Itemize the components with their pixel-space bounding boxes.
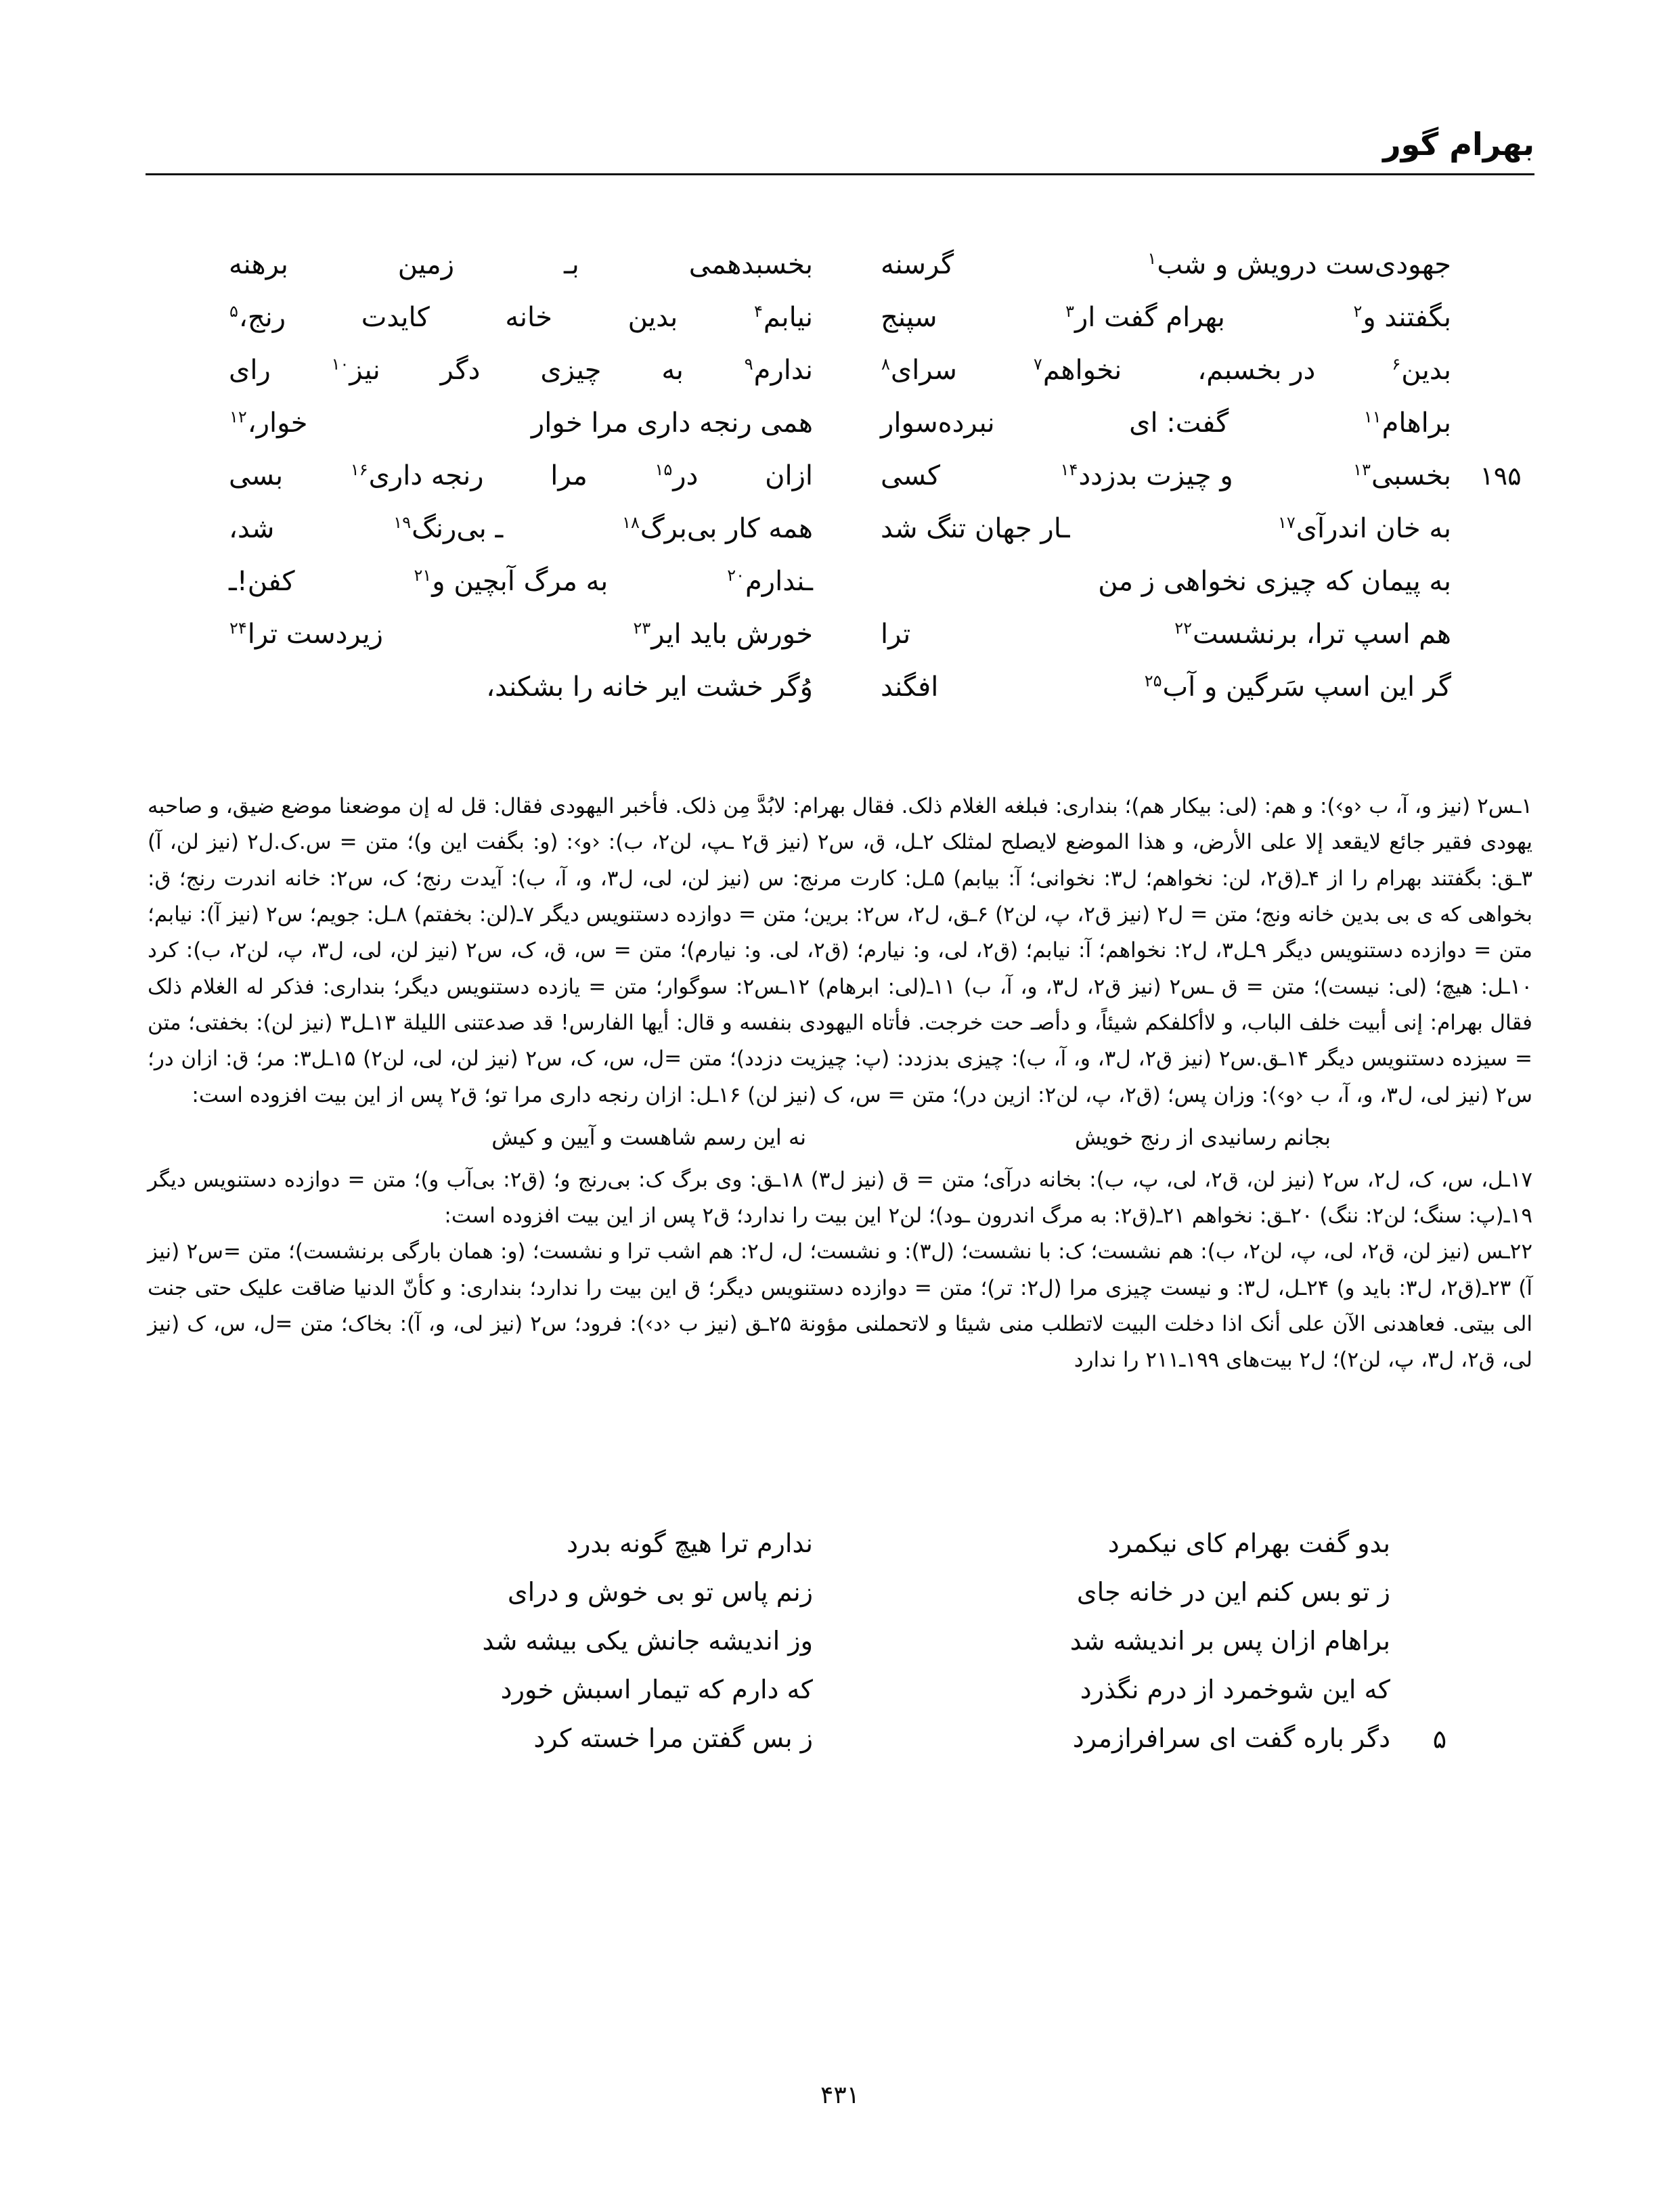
hemistich-left [223,407,840,439]
verse-block-main [223,238,1522,713]
hemistich-left [223,302,840,333]
hemistich-right [840,671,1457,703]
verse-word: بدین [627,302,678,333]
verse-word: سرای$^۸$ [881,354,957,386]
hemistich-left [223,566,840,597]
verse-block-added [284,1520,1447,1763]
verse-word: جهودی‌ست درویش و شب$^۱$ [1147,248,1451,280]
verse-word: براهام$^{۱۱}$ [1363,407,1451,439]
added-hemistich-right: که این شوخمرد از درم نگذرد [1080,1675,1390,1705]
footnote-marker: ۱۵ [655,460,673,479]
hemistich-right [840,355,1457,386]
added-hemistich-left: وز اندیشه جانش یکی بیشه شد [482,1626,813,1656]
verse-word: زیردست ترا$^{۲۴}$ [229,618,383,650]
verse-word: بدین$^۶$ [1392,354,1451,386]
added-hemistich-right: دگر باره گفت ای سرافرازمرد [1072,1723,1390,1754]
footnote-marker: ۱۸ [622,512,640,532]
footnote-marker: ۲۱ [414,565,432,585]
footnote-marker: ۲۲ [1174,618,1193,638]
hemistich-right [840,249,1457,280]
footnote-marker: ۹ [744,354,753,374]
footnote-marker: ۲ [1353,301,1363,321]
hemistich-left [223,460,840,491]
footnote-marker: ۱۰ [331,354,349,374]
verse-word: وُگر خشت ایر خانه را بشکند، [486,671,813,703]
verse-word: کفن!ـ [229,566,295,597]
added-verse-line-number: ۵ [1432,1724,1447,1754]
verse-word: دگر [440,355,481,386]
verse-row [223,397,1457,449]
verse-row [223,555,1457,608]
verse-word: گر این اسپ سَرگین و آب$^{۲۵}$ [1144,671,1451,703]
apparatus-inset-couplet [148,1118,1532,1158]
apparatus-paragraph: ۱۷ـل، س، ک، ل۲، س۲ (نیز لن، ق۲، لی، پ، ب): بخانه درآی؛ متن = ق (نیز ل۳) ۱۸ـق: وی برگ ک: بی‌رنج و؛ (ق۲: بی‌آب و)؛ متن = دوازده دستنویس دیگر ۱۹ـ(پ: سنگ؛ لن۲: ننگ) ۲۰ـق: نخواهم ۲۱ـ(ق۲: به مرگ اندرون ـود)؛ لن۲ این بیت را ندارد؛ ق۲ پس از این بیت افزوده است: [148,1167,1533,1229]
verse-row [223,449,1522,502]
added-verse-row [284,1715,1447,1763]
footnote-marker: ۴ [753,301,763,321]
verse-word: به خان اندرآی$^{۱۷}$ [1277,512,1451,544]
verse-word: بـ [563,249,579,280]
verse-row [223,238,1457,291]
verse-word: ازان [765,460,813,491]
verse-row [223,291,1457,344]
footnote-marker: ۲۳ [633,618,651,638]
footnote-marker: ۱۱ [1363,407,1381,426]
footnote-marker: ۳ [1065,301,1074,321]
added-verse-row [284,1666,1396,1715]
verse-word: سپنج [881,302,937,333]
hemistich-left [223,513,840,544]
verse-row [223,344,1457,397]
hemistich-right [840,513,1457,544]
verse-word: رای [229,355,271,386]
footnote-marker: ۲۰ [727,565,745,585]
verse-word: خوار،$^{۱۲}$ [229,407,308,439]
footnote-marker: ۲۴ [229,618,247,638]
verse-word: بهرام گفت ار$^۳$ [1065,301,1225,333]
verse-word: ترا [881,619,911,650]
footnote-marker: ۱۷ [1277,512,1296,532]
verse-row [223,661,1457,713]
verse-word: زمین [397,249,455,280]
hemistich-right [840,407,1457,439]
verse-word: مرا [550,460,588,491]
verse-line-number: ۱۹۵ [1480,461,1522,491]
footnote-marker: ۷ [1033,354,1042,374]
added-verse-row [284,1617,1396,1666]
inset-hemistich-left: نه این رسم شاهست و آیین و کیش [491,1124,806,1151]
footnote-marker: ۱۶ [350,460,368,479]
verse-word: ـار جهان تنگ شد [881,513,1070,544]
folio-page-number: ۴۳۱ [820,2081,860,2109]
footnote-marker: ۱۳ [1353,460,1371,479]
apparatus-paragraph: ۱ـس۲ (نیز و، آ، ب ‹و›): و هم: (لی: بیکار هم)؛ بنداری: فبلغه الغلام ذلک. فقال بهرام: لابُدَّ مِن ذلک. فأخبر الیهودی فقال: قل له إن موضعنا موضع ضیق، و صاحبه یهودی فقیر جائع لایقعد إلا علی الأرض، و هذا الموضع لایصلح لمثلک ۲ـل، ق، س۲ (نیز ق۲ ـپ، لن۲، ب): ‹و›: (و: بگفت این و)؛ متن = س.ک.ل۲ (نیز لن، آ) ۳ـق: بگفتند بهرام را از ۴ـ(ق۲، لن: نخواهم؛ ل۳: نخوانی؛ آ: بیابم) ۵ـل: کارت مرنج: س (نیز لن، لی، ل۳، و، آ، ب): آیدت رنج؛ ک، س۲: خانه اندرت رنج؛ ق: بخواهی که ی بی بدین خانه ونج؛ متن = ل۲ (نیز ق۲، پ، لن۲) ۶ـق، ل۲، س۲: برین؛ متن = دوازده دستنویس دیگر ۷ـ(لن: بخفتم) ۸ـل: جویم؛ س۲ (نیز آ): نیابم؛ متن = دوازده دستنویس دیگر ۹ـل۳، ل۲: نخواهم؛ آ: نیابم؛ (ق۲، لی، و: نیارم؛ (ق۲، لی. و: نیارم)؛ متن = س، ق، ک، س۲ (نیز لن، لی، ل۳، پ، لن۲، ب): کرد ۱۰ـل: هیچ؛ (لی: نیست)؛ متن = ق ـس۲ (نیز ق۲، ل۳، و، آ، ب) ۱۱ـ(لی: ابرهام) ۱۲ـس۲: سوگوار؛ متن = یازده دستنویس دیگر؛ بنداری: فذکر له الغلام ذلک فقال بهرام: إنی أبیت خلف الباب، و لاأکلفکم شیئاً، و دأصـ حت خرجت. فأتاه الیهودی بنفسه و قال: أیها الفارس! قد صدعتنی اللیلة ۱۳ـل۳ (نیز لن): بخفتی؛ متن = سیزده دستنویس دیگر ۱۴ـق.س۲ (نیز ق۲، ل۳، و، آ، ب): چیزی بدزدد: (پ: چیزیت دزدد)؛ متن =ل، س، ک، س۲ (نیز لن، لی، لن۲) ۱۵ـل۳: مر؛ ق: ازان در؛ س۲ (نیز لی، ل۳، و، آ، ب ‹و›): وزان پس؛ (ق۲، پ، لن۲: ازین در)؛ متن = س، ک (نیز لن) ۱۶ـل: ازان رنجه داری مرا تو؛ ق۲ پس از این بیت افزوده است: [148,794,1533,1107]
footnote-marker: ۶ [1392,354,1401,374]
running-head-rule [146,173,1534,175]
verse-word: شد، [229,513,275,544]
verse-word: چیزی [540,355,602,386]
verse-word: هم اسپ ترا، برنشست$^{۲۲}$ [1174,618,1451,650]
verse-word: افگند [881,671,939,703]
verse-word: به پیمان که چیزی نخواهی ز من [1098,566,1451,597]
apparatus-paragraph: ۲۲ـس (نیز لن، ق۲، لی، پ، لن۲، ب): هم نشست؛ ک: با نشست؛ (ل۳): و نشست؛ ل، ل۲: هم اشب ترا و نشست؛ (و: همان بارگی برنشست)؛ متن =س۲ (نیز آ) ۲۳ـ(ق۲، ل۳: باید و) ۲۴ـل، ل۳: و نیست چیزی مرا (ل۲: تر)؛ متن = دوازده دستنویس دیگر؛ ق این بیت را ندارد؛ بنداری: و کأنّ الدنیا ضاقت علیک حتی جنت الی بیتی. فعاهدنی الآن علی أنک اذا دخلت البیت لاتطلب منی شیئا و لاتحملنی مؤونة ۲۵ـق (نیز ب ‹د›): فرود؛ س۲ (نیز لی، و، آ): بخاک؛ متن =ل، س، ک (نیز لی، ق۲، ل۳، پ، لن۲)؛ ل۲ بیت‌های ۱۹۹ـ۲۱۱ را ندارد [148,1239,1533,1373]
verse-word: ـندارم$^{۲۰}$ [727,565,813,597]
verse-word: گفت: ای [1129,407,1229,439]
inset-hemistich-right: بجانم رسانیدی از رنج خویش [1075,1124,1331,1151]
verse-word: نیابم$^۴$ [753,301,813,333]
verse-word: ـ بی‌رنگ$^{۱۹}$ [393,512,504,544]
verse-word: بگفتند و$^۲$ [1353,301,1451,333]
verse-word: همی رنجه داری مرا خوار [531,407,813,439]
verse-word: کسی [881,460,941,491]
hemistich-right [840,460,1457,491]
running-head [146,126,1534,176]
added-verse-row [284,1520,1396,1568]
hemistich-right [840,619,1457,650]
verse-word: نیز$^{۱۰}$ [331,354,380,386]
verse-word: رنج،$^۵$ [229,301,286,333]
verse-word: رنجه داری$^{۱۶}$ [350,460,484,491]
running-head-title: بهرام گور [1383,126,1534,162]
verse-word: برهنه [229,249,288,280]
verse-word: در بخسبم، [1197,355,1316,386]
verse-word: خانه [505,302,552,333]
verse-word: کایدت [361,302,430,333]
added-hemistich-left: ز بس گفتن مرا خسته کرد [533,1723,813,1754]
verse-word: نخواهم$^۷$ [1033,354,1122,386]
footnote-marker: ۵ [229,301,238,321]
hemistich-right [840,566,1457,597]
verse-word: بسی [229,460,284,491]
added-verse-row [284,1568,1396,1617]
added-hemistich-left: که دارم که تیمار اسبش خورد [500,1675,813,1705]
hemistich-left [223,249,840,280]
hemistich-left [223,671,840,703]
added-hemistich-left: ندارم ترا هیچ گونه بدرد [567,1528,813,1559]
hemistich-left [223,355,840,386]
verse-word: خورش باید ایر$^{۲۳}$ [633,618,813,650]
footnote-marker: ۱ [1147,248,1157,268]
verse-word: در$^{۱۵}$ [655,460,699,491]
footnote-marker: ۸ [881,354,890,374]
verse-word: به مرگ آبچین و$^{۲۱}$ [414,565,609,597]
verse-word: همه کار بی‌برگ$^{۱۸}$ [622,512,813,544]
hemistich-left [223,619,840,650]
verse-word: و چیزت بدزدد$^{۱۴}$ [1060,460,1233,491]
footnote-marker: ۱۴ [1060,460,1078,479]
added-hemistich-left: زنم پاس تو بی خوش و درای [507,1577,813,1608]
verse-word: ندارم$^۹$ [744,354,813,386]
verse-word: به [661,355,684,386]
verse-word: گرسنه [881,249,954,280]
added-hemistich-right: بدو گفت بهرام کای نیکمرد [1107,1528,1390,1559]
added-hemistich-right: براهام ازان پس بر اندیشه شد [1069,1626,1390,1656]
verse-row [223,502,1457,555]
hemistich-right [840,302,1457,333]
verse-row [223,608,1457,661]
footnote-marker: ۱۹ [393,512,412,532]
footnote-marker: ۲۵ [1144,671,1162,690]
verse-word: بخسبدهمی [688,249,813,280]
added-hemistich-right: ز تو بس کنم این در خانه جای [1076,1577,1390,1608]
apparatus-criticus [148,789,1532,1379]
verse-word: بخسبی$^{۱۳}$ [1353,460,1451,491]
footnote-marker: ۱۲ [229,407,247,426]
verse-word: نبرده‌سوار [881,407,995,439]
